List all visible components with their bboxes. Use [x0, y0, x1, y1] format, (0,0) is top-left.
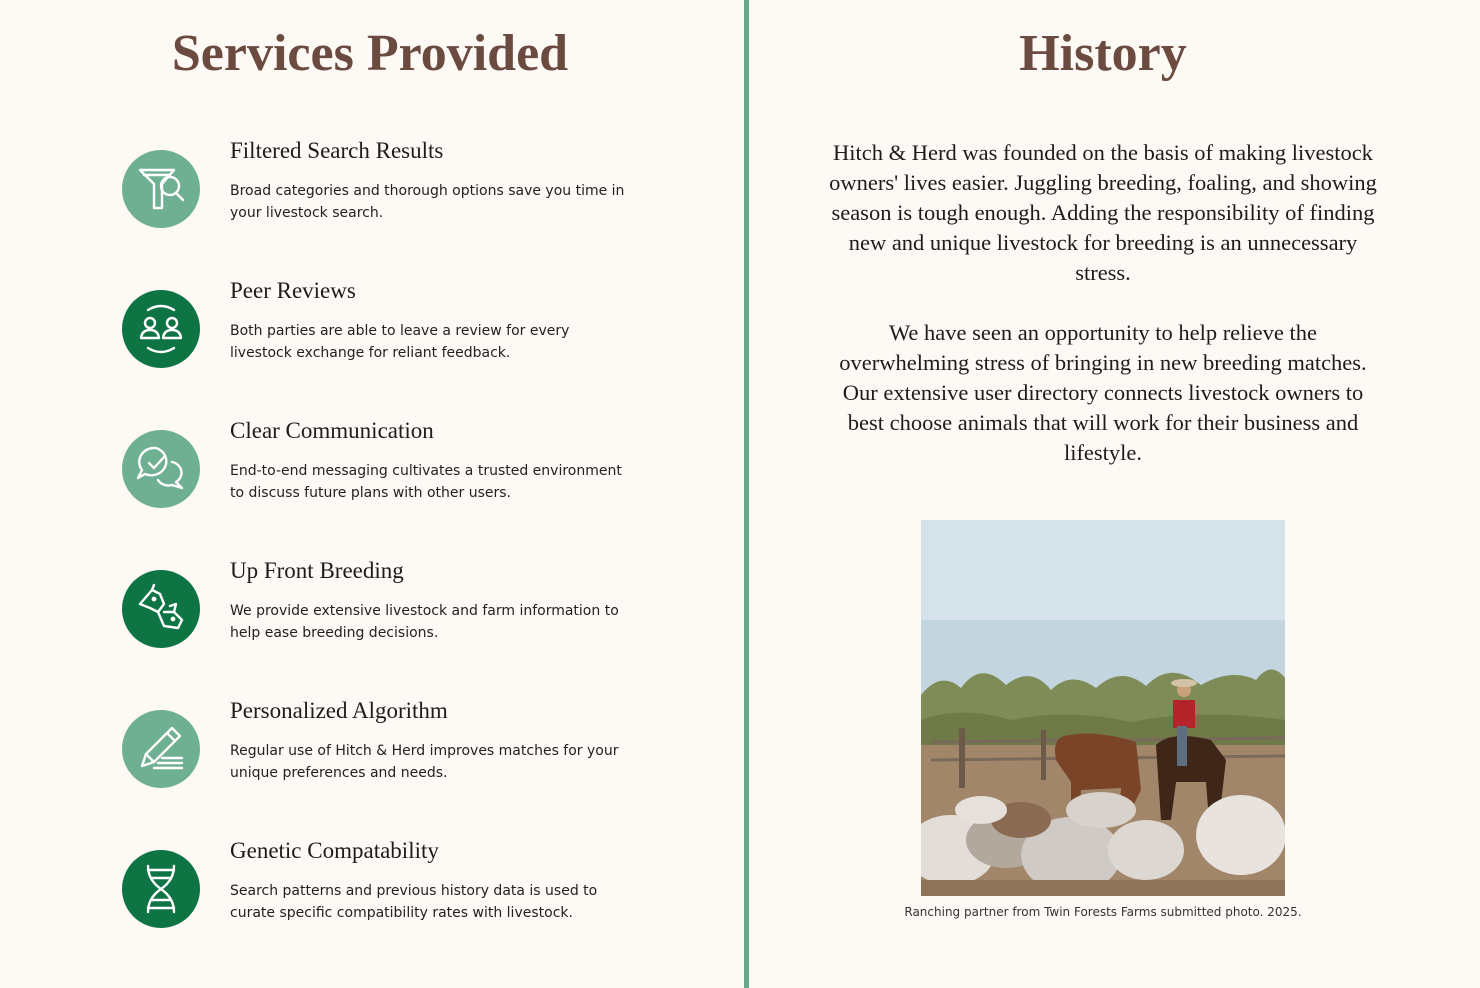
service-desc: Regular use of Hitch & Herd improves matches for your unique preferences and needs.	[230, 743, 619, 781]
service-desc: Search patterns and previous history data is used to curate specific compatibility rates with livestock.	[230, 883, 598, 921]
service-peer-reviews	[122, 278, 642, 388]
dna-icon	[122, 850, 200, 928]
history-paragraph-2: We have seen an opportunity to help relieve the overwhelming stress of bringing in new breeding matches. Our extensive user directory connects livestock owners to best choose animals that will work for their business and lifestyle.	[839, 320, 1367, 465]
pencil-lines-icon	[122, 710, 200, 788]
history-heading: History	[1019, 25, 1187, 82]
services-heading: Services Provided	[171, 25, 569, 82]
service-filtered-search	[122, 138, 642, 248]
history-text	[829, 138, 1377, 498]
photo-caption: Ranching partner from Twin Forests Farms submitted photo. 2025.	[904, 905, 1302, 919]
service-desc: Broad categories and thorough options save you time in your livestock search.	[230, 183, 625, 221]
filter-search-icon	[122, 150, 200, 228]
service-up-front-breeding	[122, 558, 642, 668]
service-clear-communication	[122, 418, 642, 528]
service-desc: Both parties are able to leave a review for every livestock exchange for reliant feedback.	[230, 323, 570, 361]
history-paragraph-1: Hitch & Herd was founded on the basis of making livestock owners' lives easier. Juggling breeding, foaling, and showing season is tough enough. Adding the responsibility of finding new and unique livestock for breeding is an unnecessary stress.	[829, 140, 1377, 285]
service-genetic-compatability	[122, 838, 642, 948]
ranch-photo	[921, 520, 1285, 896]
service-title: Peer Reviews	[230, 278, 356, 303]
service-desc: We provide extensive livestock and farm information to help ease breeding decisions.	[230, 603, 619, 641]
peer-review-icon	[122, 290, 200, 368]
service-title: Personalized Algorithm	[230, 698, 448, 723]
service-personalized-algorithm	[122, 698, 642, 808]
animal-heads-icon	[122, 570, 200, 648]
service-title: Genetic Compatability	[230, 838, 439, 863]
history-section	[749, 0, 1480, 988]
service-title: Up Front Breeding	[230, 558, 404, 583]
service-title: Clear Communication	[230, 418, 434, 443]
chat-bubbles-icon	[122, 430, 200, 508]
service-title: Filtered Search Results	[230, 138, 444, 163]
service-desc: End-to-end messaging cultivates a trusted environment to discuss future plans with other users.	[230, 463, 622, 501]
